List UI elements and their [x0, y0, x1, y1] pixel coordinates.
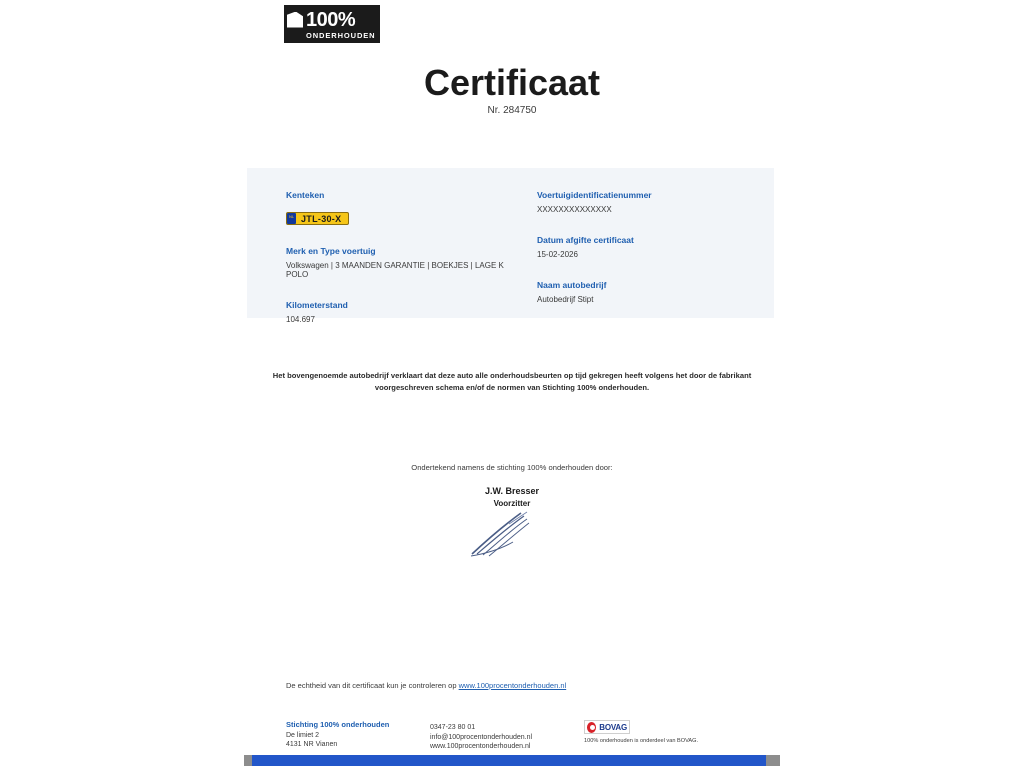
bovag-note: 100% onderhouden is onderdeel van BOVAG. [584, 738, 699, 744]
certificate-number: Nr. 284750 [487, 105, 537, 116]
footer-address-line2: 4131 NR Vianen [286, 741, 338, 748]
field-vin [537, 190, 767, 214]
field-naam-autobedrijf [537, 280, 767, 304]
field-label: Kenteken [286, 190, 325, 200]
field-value: Volkswagen | 3 MAANDEN GARANTIE | BOEKJES | LAGE K POLO [286, 261, 504, 279]
field-label: Datum afgifte certificaat [537, 235, 634, 245]
signer-name: J.W. Bresser [484, 486, 540, 496]
field-datum-afgifte [537, 235, 767, 259]
footer-organisation [286, 720, 389, 750]
certificate-document [244, 0, 780, 768]
footer-website[interactable]: www.100procentonderhouden.nl [430, 743, 531, 750]
field-label: Naam autobedrijf [537, 280, 607, 290]
logo-percent-text: 100% [306, 8, 356, 31]
field-merk-type [286, 246, 516, 279]
field-label: Merk en Type voertuig [286, 246, 376, 256]
footer-bovag [584, 720, 698, 744]
logo-word-text: ONDERHOUDEN [306, 30, 376, 40]
field-label: Voertuigidentificatienummer [537, 190, 652, 200]
field-value: 15-02-2026 [537, 250, 578, 259]
field-value: 104.697 [286, 315, 315, 324]
field-kenteken [286, 190, 516, 225]
verification-link[interactable]: www.100procentonderhouden.nl [458, 681, 567, 690]
footer-phone: 0347-23 80 01 [430, 724, 476, 731]
field-label: Kilometerstand [286, 300, 348, 310]
signature-intro: Ondertekend namens de stichting 100% onderhouden door: [411, 463, 613, 472]
footer-address-line1: De limiet 2 [286, 731, 320, 739]
footer-bar-right [766, 755, 780, 766]
info-column-right [537, 190, 767, 325]
field-value: Autobedrijf Stipt [537, 295, 594, 304]
field-value: XXXXXXXXXXXXXX [537, 205, 612, 214]
footer-bar-blue [252, 755, 766, 766]
handwritten-signature [469, 510, 549, 560]
page-title: Certificaat [423, 62, 601, 103]
logo-top-row [287, 9, 380, 31]
bovag-logo [584, 720, 630, 734]
bovag-icon [587, 722, 596, 733]
house-shield-icon [287, 12, 303, 28]
license-plate-value: JTL-30-X [301, 213, 342, 224]
verification-text: De echtheid van dit certificaat kun je controleren op [286, 681, 459, 690]
footer-email[interactable]: info@100procentonderhouden.nl [430, 733, 533, 741]
signer-role: Voorzitter [493, 499, 531, 508]
vehicle-info-panel [247, 168, 774, 324]
field-kilometerstand [286, 300, 516, 324]
footer-contact [430, 723, 532, 752]
declaration-text: Het bovengenoemde autobedrijf verklaart dat deze auto alle onderhoudsbeurten op tijd gekregen heeft volgens het door de fabrikant voorgeschreven schema en/of de normen van Stichting 100% onderhouden. [272, 371, 752, 392]
verification-note [286, 681, 566, 690]
info-column-left [286, 190, 516, 345]
bovag-label: BOVAG [599, 722, 627, 732]
license-plate [286, 212, 349, 225]
footer-org-name: Stichting 100% onderhouden [286, 720, 390, 729]
eu-flag-icon: NL [287, 213, 296, 224]
brand-logo [284, 5, 380, 43]
